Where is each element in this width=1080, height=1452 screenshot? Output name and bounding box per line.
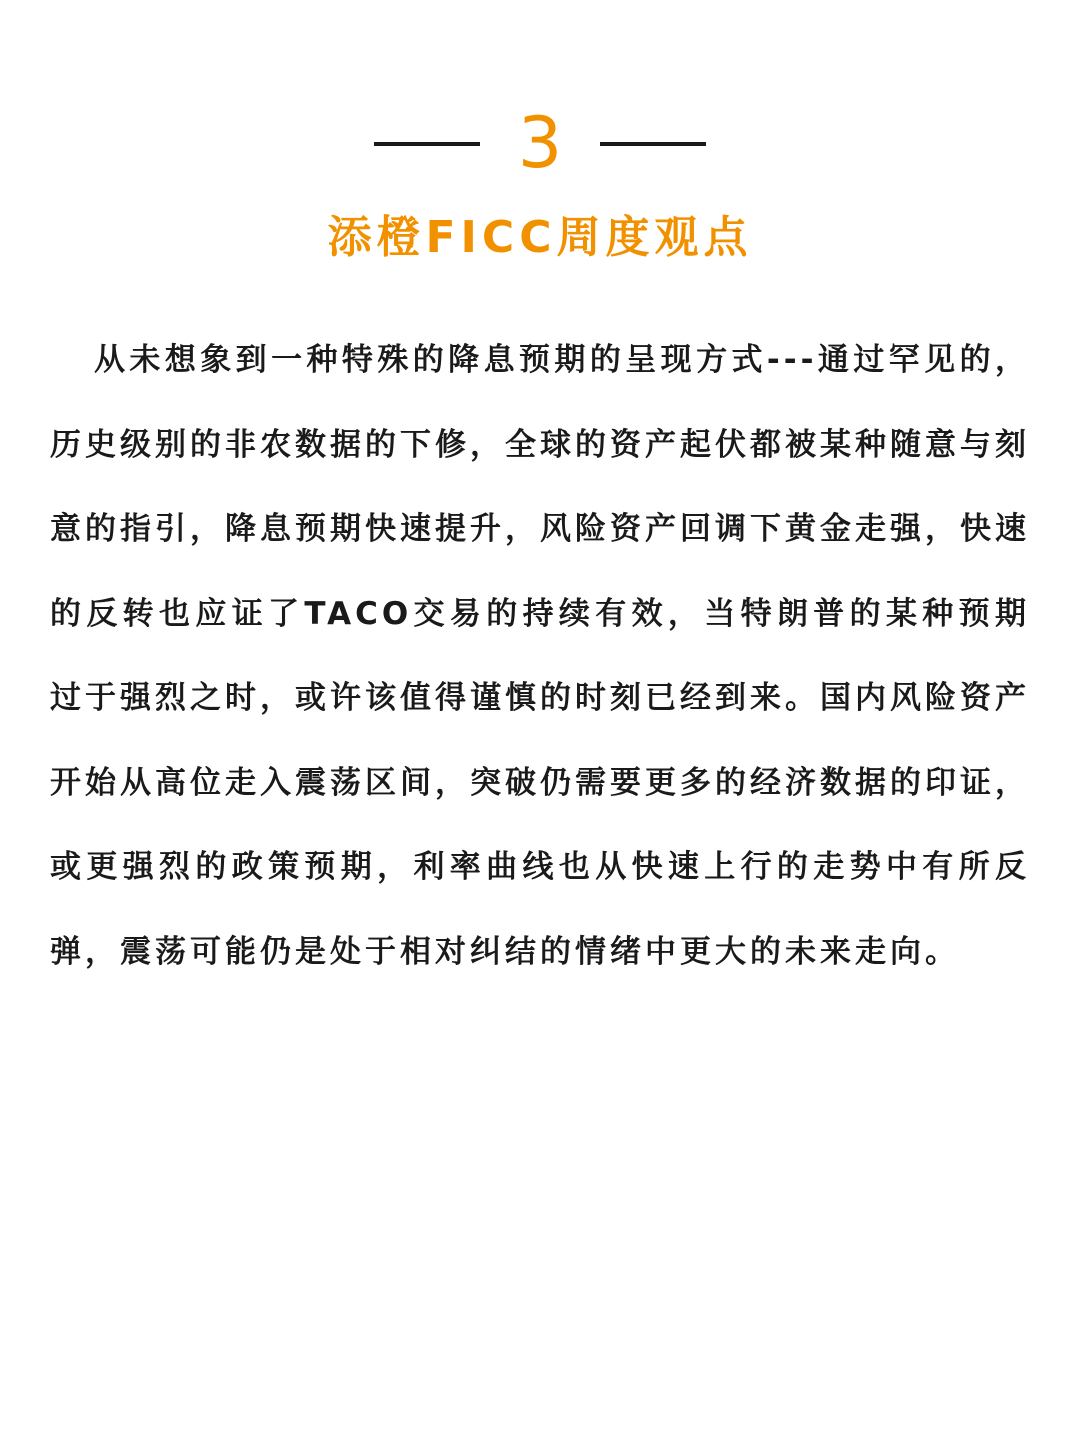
body-paragraph: 从未想象到一种特殊的降息预期的呈现方式---通过罕见的，历史级别的非农数据的下修，全球的资产起伏都被某种随意与刻意的指引，降息预期快速提升，风险资产回调下黄金走强，快速的反转也应证了TACO交易的持续有效，当特朗普的某种预期过于强烈之时，或许该值得谨慎的时刻已经到来。国内风险资产开始从高位走入震荡区间，突破仍需要更多的经济数据的印证，或更强烈的政策预期，利率曲线也从快速上行的走势中有所反弹，震荡可能仍是处于相对纠结的情绪中更大的未来走向。: [50, 342, 1030, 970]
section-title: 添橙FICC周度观点: [327, 212, 753, 263]
right-divider-line: [600, 142, 706, 146]
left-divider-line: [374, 142, 480, 146]
section-header: [0, 100, 1080, 190]
section-number: 3: [517, 102, 563, 184]
